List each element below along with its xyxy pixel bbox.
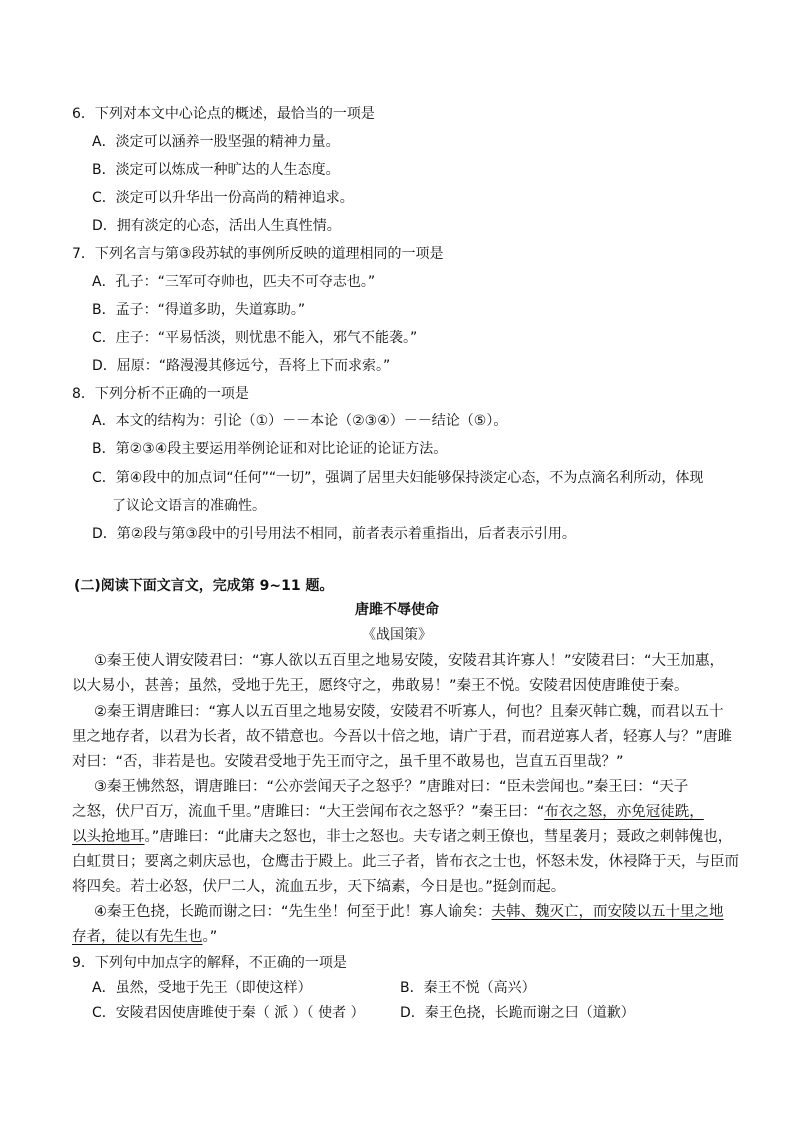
q9-stem: 9．下列句中加点字的解释，不正确的一项是 bbox=[72, 955, 347, 971]
underlined-sentence: 布衣之怒，亦免冠徒跣， bbox=[544, 804, 704, 820]
passage-source: 《战国策》 bbox=[362, 627, 432, 643]
q7-stem: 7．下列名言与第③段苏轼的事例所反映的道理相同的一项是 bbox=[72, 246, 444, 262]
passage-p2-line1: ②秦王谓唐雎曰：“寡人以五百里之地易安陵，安陵君不听寡人，何也？且秦灭韩亡魏，而君以五十 bbox=[94, 704, 724, 720]
underlined-sentence-2: 夫韩、魏灭亡，而安陵以五十里之地 bbox=[491, 904, 724, 920]
passage-p3-line2 bbox=[72, 802, 704, 822]
q6-option-a: A．淡定可以涵养一股坚强的精神力量。 bbox=[92, 134, 340, 150]
q9-option-c: C．安陵君因使唐雎使于秦（ 派 ）（ 使者 ） bbox=[92, 1005, 365, 1021]
passage-p3-line5: 将四矣。若士必怒，伏尸二人，流血五步，天下缟素，今日是也。”挺剑而起。 bbox=[72, 879, 566, 895]
passage-p2-line3: 对曰：“否，非若是也。安陵君受地于先王而守之，虽千里不敢易也，岂直五百里哉？” bbox=[72, 754, 624, 770]
q9-option-b: B．秦王不悦（高兴） bbox=[400, 980, 536, 996]
q8-option-b: B．第②③④段主要运用举例论证和对比论证的论证方法。 bbox=[92, 441, 448, 457]
q6-option-d: D．拥有淡定的心态，活出人生真性情。 bbox=[92, 218, 341, 234]
q8-option-a: A．本文的结构为：引论（①）－－本论（②③④）－－结论（⑤）。 bbox=[92, 413, 508, 429]
passage-p4-line1 bbox=[94, 902, 724, 922]
section-heading: (二)阅读下面文言文，完成第 9~11 题。 bbox=[74, 578, 334, 594]
q9-option-d: D．秦王色挠，长跪而谢之曰（道歉） bbox=[400, 1005, 635, 1021]
q6-option-b: B．淡定可以炼成一种旷达的人生态度。 bbox=[92, 162, 340, 178]
q6-stem: 6．下列对本文中心论点的概述，最恰当的一项是 bbox=[72, 106, 375, 122]
passage-p3-line4: 白虹贯日；要离之刺庆忌也，仓鹰击于殿上。此三子者，皆布衣之士也，怀怒未发，休祲降于天，与臣而 bbox=[72, 854, 739, 870]
passage-p3-line1: ③秦王怫然怒，谓唐雎曰：“公亦尝闻天子之怒乎？”唐雎对曰：“臣未尝闻也。”秦王曰：“天子 bbox=[94, 779, 689, 795]
underlined-sentence-end: 以头抢地耳 bbox=[72, 829, 145, 845]
q9-option-a: A．虽然，受地于先王（即使这样） bbox=[92, 980, 312, 996]
q7-option-c: C．庄子：“平易恬淡，则忧患不能入，邪气不能袭。” bbox=[92, 330, 418, 346]
passage-p4-line2 bbox=[72, 927, 217, 947]
passage-title: 唐雎不辱使命 bbox=[355, 602, 439, 618]
passage-p3-line3-text: 。”唐雎曰：“此庸夫之怒也，非士之怒也。夫专诸之刺王僚也，彗星袭月；聂政之刺韩傀也， bbox=[144, 829, 733, 845]
underlined-sentence-2-end: 存者，徒以有先生也 bbox=[72, 929, 203, 945]
q8-option-d: D．第②段与第③段中的引号用法不相同，前者表示着重指出，后者表示引用。 bbox=[92, 526, 576, 542]
passage-p4-line2-text: 。” bbox=[202, 929, 218, 945]
passage-p2-line2: 里之地存者，以君为长者，故不错意也。今吾以十倍之地，请广于君，而君逆寡人者，轻寡人与？”唐雎 bbox=[72, 729, 733, 745]
q7-option-d: D．屈原：“路漫漫其修远兮，吾将上下而求索。” bbox=[92, 358, 391, 374]
passage-p4-line1-text: ④秦王色挠，长跪而谢之曰：“先生坐！何至于此！寡人谕矣： bbox=[94, 904, 492, 920]
q7-option-a: A．孔子：“三军可夺帅也，匹夫不可夺志也。” bbox=[92, 274, 376, 290]
passage-p3-line2-text: 之怒，伏尸百万，流血千里。”唐雎曰：“大王尝闻布衣之怒乎？”秦王曰：“ bbox=[72, 804, 545, 820]
q7-option-b: B．孟子：“得道多助，失道寡助。” bbox=[92, 302, 306, 318]
passage-p1-line2: 以大易小，甚善；虽然，受地于先王，愿终守之，弗敢易！”秦王不悦。安陵君因使唐雎使于秦。 bbox=[72, 678, 689, 694]
q8-option-c-continued: 了议论文语言的准确性。 bbox=[112, 498, 266, 514]
q8-option-c: C．第④段中的加点词“任何”“一切”，强调了居里夫妇能够保持淡定心态，不为点滴名利所动，体现 bbox=[92, 470, 704, 486]
passage-p3-line3 bbox=[72, 827, 732, 847]
q8-stem: 8．下列分析不正确的一项是 bbox=[72, 386, 249, 402]
q6-option-c: C．淡定可以升华出一份高尚的精神追求。 bbox=[92, 190, 354, 206]
passage-p1-line1: ①秦王使人谓安陵君曰：“寡人欲以五百里之地易安陵，安陵君其许寡人！”安陵君曰：“大王加惠， bbox=[94, 653, 725, 669]
